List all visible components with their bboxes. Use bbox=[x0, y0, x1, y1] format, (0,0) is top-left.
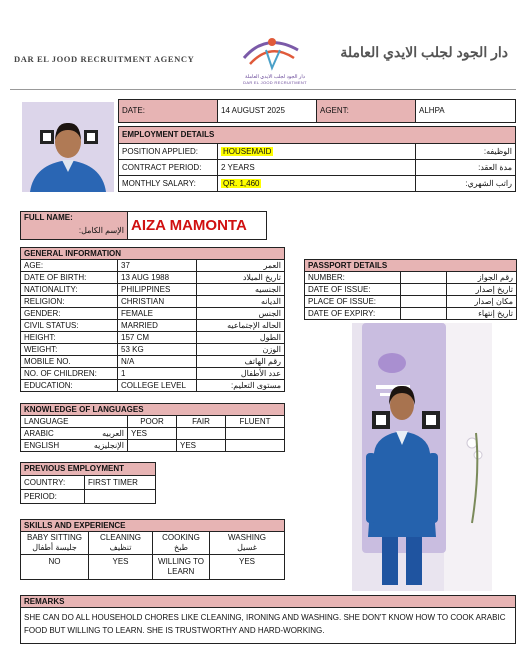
height-label: HEIGHT: bbox=[21, 332, 118, 344]
passport-table bbox=[304, 259, 517, 320]
country-value: FIRST TIMER bbox=[85, 476, 156, 490]
lang-arabic-fluent bbox=[226, 428, 285, 440]
logo-text-ar: دار الجود لجلب الايدي العاملة bbox=[245, 74, 305, 80]
dob-value: 13 AUG 1988 bbox=[118, 272, 197, 284]
religion-value: CHRISTIAN bbox=[118, 296, 197, 308]
skill-cleaning-name: CLEANING bbox=[100, 533, 141, 542]
agency-name-ar: دار الجود لجلب الايدي العاملة bbox=[340, 44, 508, 60]
position-label: POSITION APPLIED: bbox=[119, 144, 218, 160]
education-label: EDUCATION: bbox=[21, 380, 118, 392]
lang-header-language: LANGUAGE bbox=[21, 416, 128, 428]
children-label: NO. OF CHILDREN: bbox=[21, 368, 118, 380]
civil-status-label-ar: الحاله الإجتماعيه bbox=[197, 320, 285, 332]
children-label-ar: عدد الأطفال bbox=[197, 368, 285, 380]
mobile-label: MOBILE NO. bbox=[21, 356, 118, 368]
remarks-table bbox=[20, 595, 516, 644]
issue-place-label-ar: مكان إصدار bbox=[447, 296, 517, 308]
nationality-label-ar: الجنسيه bbox=[197, 284, 285, 296]
general-info-table bbox=[20, 247, 285, 392]
gender-label-ar: الجنس bbox=[197, 308, 285, 320]
position-label-ar: الوظيفه: bbox=[416, 144, 516, 160]
lang-arabic-name-ar: العربيه bbox=[102, 428, 124, 438]
agent-label: AGENT: bbox=[317, 100, 416, 123]
remarks-text: SHE CAN DO ALL HOUSEHOLD CHORES LIKE CLEANING, IRONING AND WASHING. SHE DON'T KNOW HOW TO COOK ARABIC FOOD BUT WILLING TO LEARN. SHE IS TRUSTWORTHY AND HARD-WORKING. bbox=[21, 608, 516, 644]
passport-number-label: NUMBER: bbox=[305, 272, 401, 284]
full-name-table bbox=[20, 211, 267, 240]
expiry-date-label-ar: تاريخ إنتهاء bbox=[447, 308, 517, 320]
passport-number-value bbox=[401, 272, 447, 284]
position-value: HOUSEMAID bbox=[223, 146, 272, 156]
skill-babysitting-name: BABY SITTING bbox=[27, 533, 82, 542]
religion-label: RELIGION: bbox=[21, 296, 118, 308]
contract-label-ar: مدة العقد: bbox=[416, 160, 516, 176]
dob-label: DATE OF BIRTH: bbox=[21, 272, 118, 284]
agency-name-en: DAR EL JOOD RECRUITMENT AGENCY bbox=[14, 54, 195, 64]
issue-date-value bbox=[401, 284, 447, 296]
full-body-photo bbox=[352, 323, 492, 591]
full-name-value: AIZA MAMONTA bbox=[128, 212, 267, 240]
lang-header-fair: FAIR bbox=[177, 416, 226, 428]
skill-cooking-name-ar: طبخ bbox=[174, 543, 188, 552]
lang-english-name-ar: الإنجليزيه bbox=[93, 440, 124, 450]
salary-label-ar: راتب الشهري: bbox=[416, 176, 516, 192]
gender-label: GENDER: bbox=[21, 308, 118, 320]
issue-place-value bbox=[401, 296, 447, 308]
skill-babysitting-name-ar: جليسة أطفال bbox=[32, 543, 77, 552]
lang-arabic-name: ARABIC bbox=[24, 428, 54, 438]
previous-employment-table bbox=[20, 462, 156, 504]
skill-cleaning-name-ar: تنظيف bbox=[109, 543, 132, 552]
expiry-date-value bbox=[401, 308, 447, 320]
salary-value: QR. 1,460 bbox=[223, 178, 260, 188]
remarks-title: REMARKS bbox=[21, 596, 516, 608]
issue-place-label: PLACE OF ISSUE: bbox=[305, 296, 401, 308]
education-value: COLLEGE LEVEL bbox=[118, 380, 197, 392]
general-title: GENERAL INFORMATION bbox=[21, 248, 285, 260]
lang-english-fair: YES bbox=[177, 440, 226, 452]
height-value: 157 CM bbox=[118, 332, 197, 344]
mobile-value: N/A bbox=[118, 356, 197, 368]
expiry-date-label: DATE OF EXPIRY: bbox=[305, 308, 401, 320]
age-value: 37 bbox=[118, 260, 197, 272]
lang-arabic-fair bbox=[177, 428, 226, 440]
employment-table bbox=[118, 99, 516, 192]
lang-english-fluent bbox=[226, 440, 285, 452]
lang-arabic-poor: YES bbox=[128, 428, 177, 440]
skill-cooking-value: WILLING TO LEARN bbox=[153, 555, 210, 580]
header-divider bbox=[10, 89, 516, 90]
skill-babysitting-value: NO bbox=[21, 555, 89, 580]
skills-title: SKILLS AND EXPERIENCE bbox=[21, 520, 285, 532]
civil-status-label: CIVIL STATUS: bbox=[21, 320, 118, 332]
lang-english-poor bbox=[128, 440, 177, 452]
full-name-label: FULL NAME: bbox=[24, 213, 73, 222]
children-value: 1 bbox=[118, 368, 197, 380]
salary-label: MONTHLY SALARY: bbox=[119, 176, 218, 192]
period-value bbox=[85, 490, 156, 504]
passport-title: PASSPORT DETAILS bbox=[305, 260, 517, 272]
date-value: 14 AUGUST 2025 bbox=[218, 100, 317, 123]
skill-washing-name: WASHING bbox=[228, 533, 266, 542]
education-label-ar: مستوى التعليم: bbox=[197, 380, 285, 392]
employment-title: EMPLOYMENT DETAILS bbox=[119, 127, 516, 144]
period-label: PERIOD: bbox=[21, 490, 85, 504]
skill-cleaning-value: YES bbox=[89, 555, 153, 580]
age-label-ar: العمر bbox=[197, 260, 285, 272]
nationality-label: NATIONALITY: bbox=[21, 284, 118, 296]
logo-text-en: DAR EL JOOD RECRUITMENT bbox=[243, 80, 307, 85]
age-label: AGE: bbox=[21, 260, 118, 272]
religion-label-ar: الديانه bbox=[197, 296, 285, 308]
lang-header-fluent: FLUENT bbox=[226, 416, 285, 428]
weight-value: 53 KG bbox=[118, 344, 197, 356]
dob-label-ar: تاريخ الميلاد bbox=[197, 272, 285, 284]
profile-photo bbox=[22, 102, 114, 192]
issue-date-label: DATE OF ISSUE: bbox=[305, 284, 401, 296]
contract-label: CONTRACT PERIOD: bbox=[119, 160, 218, 176]
languages-table bbox=[20, 403, 285, 452]
skill-washing-name-ar: غسيل bbox=[237, 543, 257, 552]
languages-title: KNOWLEDGE OF LANGUAGES bbox=[21, 404, 285, 416]
issue-date-label-ar: تاريخ إصدار bbox=[447, 284, 517, 296]
civil-status-value: MARRIED bbox=[118, 320, 197, 332]
agent-value: ALHPA bbox=[416, 100, 516, 123]
country-label: COUNTRY: bbox=[21, 476, 85, 490]
skill-washing-value: YES bbox=[210, 555, 285, 580]
previous-title: PREVIOUS EMPLOYMENT bbox=[21, 463, 156, 476]
lang-english-name: ENGLISH bbox=[24, 440, 60, 450]
date-label: DATE: bbox=[119, 100, 218, 123]
contract-value: 2 YEARS bbox=[218, 160, 416, 176]
skill-cooking-name: COOKING bbox=[162, 533, 200, 542]
passport-number-label-ar: رقم الجواز bbox=[447, 272, 517, 284]
gender-value: FEMALE bbox=[118, 308, 197, 320]
height-label-ar: الطول bbox=[197, 332, 285, 344]
weight-label: WEIGHT: bbox=[21, 344, 118, 356]
mobile-label-ar: رقم الهاتف bbox=[197, 356, 285, 368]
lang-header-poor: POOR bbox=[128, 416, 177, 428]
skills-table bbox=[20, 519, 285, 580]
nationality-value: PHILIPPINES bbox=[118, 284, 197, 296]
weight-label-ar: الوزن bbox=[197, 344, 285, 356]
full-name-label-ar: الإسم الكامل: bbox=[78, 226, 124, 235]
